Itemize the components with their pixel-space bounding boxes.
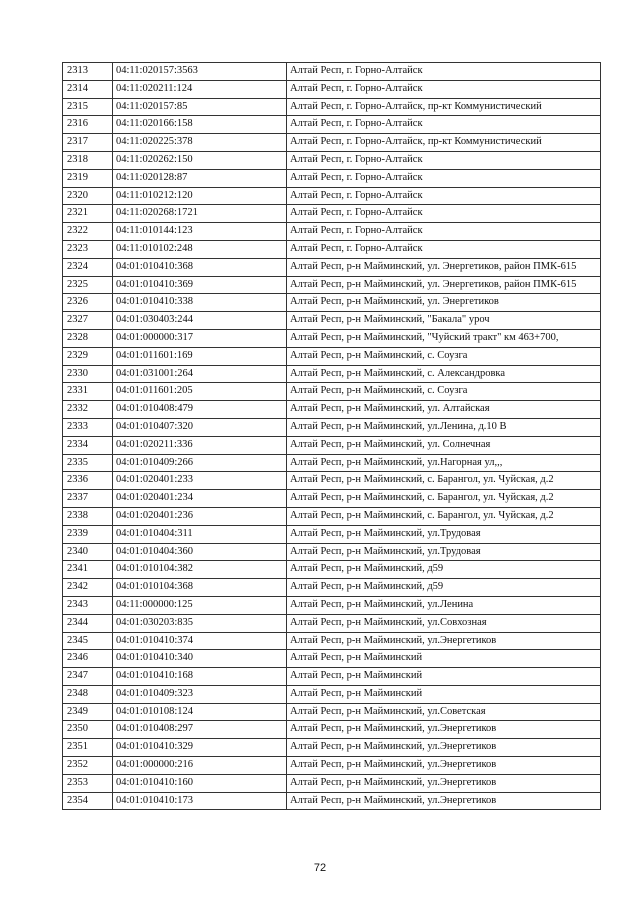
row-number-cell: 2323 — [63, 240, 113, 258]
table-row — [63, 240, 601, 258]
address-cell: Алтай Респ, р-н Майминский — [287, 685, 601, 703]
address-cell: Алтай Респ, р-н Майминский, с. Барангол, ул. Чуйская, д.2 — [287, 472, 601, 490]
table-row — [63, 472, 601, 490]
row-number-cell: 2317 — [63, 134, 113, 152]
address-cell: Алтай Респ, р-н Майминский, с. Барангол, ул. Чуйская, д.2 — [287, 507, 601, 525]
cadastral-number-cell: 04:01:030403:244 — [113, 312, 287, 330]
address-cell: Алтай Респ, р-н Майминский, ул.Ленина — [287, 596, 601, 614]
cadastral-number-cell: 04:01:020401:233 — [113, 472, 287, 490]
address-cell: Алтай Респ, р-н Майминский, ул.Энергетиков — [287, 792, 601, 810]
address-cell: Алтай Респ, р-н Майминский, ул.Советская — [287, 703, 601, 721]
cadastral-number-cell: 04:01:010410:374 — [113, 632, 287, 650]
address-cell: Алтай Респ, г. Горно-Алтайск — [287, 151, 601, 169]
table-row — [63, 169, 601, 187]
cadastral-number-cell: 04:01:030203:835 — [113, 614, 287, 632]
cadastral-number-cell: 04:01:010108:124 — [113, 703, 287, 721]
cadastral-number-cell: 04:11:000000:125 — [113, 596, 287, 614]
cadastral-number-cell: 04:11:010212:120 — [113, 187, 287, 205]
cadastral-number-cell: 04:01:010410:173 — [113, 792, 287, 810]
address-cell: Алтай Респ, р-н Майминский, ул.Энергетиков — [287, 721, 601, 739]
address-cell: Алтай Респ, р-н Майминский, ул.Нагорная ул,,, — [287, 454, 601, 472]
cadastral-number-cell: 04:01:010104:382 — [113, 561, 287, 579]
row-number-cell: 2346 — [63, 650, 113, 668]
address-cell: Алтай Респ, р-н Майминский, ул.Ленина, д.10 В — [287, 418, 601, 436]
cadastral-number-cell: 04:01:010410:160 — [113, 774, 287, 792]
row-number-cell: 2322 — [63, 223, 113, 241]
table-row — [63, 205, 601, 223]
page-number: 72 — [313, 862, 327, 874]
cadastral-number-cell: 04:11:020157:85 — [113, 98, 287, 116]
cadastral-number-cell: 04:01:010410:368 — [113, 258, 287, 276]
row-number-cell: 2315 — [63, 98, 113, 116]
table-row — [63, 454, 601, 472]
row-number-cell: 2344 — [63, 614, 113, 632]
cadastral-number-cell: 04:01:010409:266 — [113, 454, 287, 472]
address-cell: Алтай Респ, р-н Майминский, ул. Энергетиков, район ПМК-615 — [287, 258, 601, 276]
row-number-cell: 2336 — [63, 472, 113, 490]
address-cell: Алтай Респ, г. Горно-Алтайск — [287, 187, 601, 205]
table-row — [63, 418, 601, 436]
table-row — [63, 80, 601, 98]
row-number-cell: 2318 — [63, 151, 113, 169]
cadastral-number-cell: 04:11:020225:378 — [113, 134, 287, 152]
row-number-cell: 2342 — [63, 579, 113, 597]
table-row — [63, 543, 601, 561]
cadastral-number-cell: 04:01:010410:340 — [113, 650, 287, 668]
cadastral-number-cell: 04:01:010407:320 — [113, 418, 287, 436]
row-number-cell: 2347 — [63, 668, 113, 686]
cadastral-number-cell: 04:11:010102:248 — [113, 240, 287, 258]
cadastral-number-cell: 04:11:020268:1721 — [113, 205, 287, 223]
row-number-cell: 2340 — [63, 543, 113, 561]
table-row — [63, 312, 601, 330]
address-cell: Алтай Респ, р-н Майминский, д59 — [287, 561, 601, 579]
table-row — [63, 596, 601, 614]
address-cell: Алтай Респ, р-н Майминский, с. Соузга — [287, 347, 601, 365]
address-cell: Алтай Респ, р-н Майминский, ул.Трудовая — [287, 543, 601, 561]
address-cell: Алтай Респ, р-н Майминский, д59 — [287, 579, 601, 597]
row-number-cell: 2341 — [63, 561, 113, 579]
table-row — [63, 721, 601, 739]
table-row — [63, 401, 601, 419]
cadastral-number-cell: 04:11:020157:3563 — [113, 63, 287, 81]
address-cell: Алтай Респ, р-н Майминский, ул.Энергетиков — [287, 632, 601, 650]
cadastral-number-cell: 04:01:020401:236 — [113, 507, 287, 525]
row-number-cell: 2325 — [63, 276, 113, 294]
property-registry-table — [62, 62, 601, 810]
cadastral-number-cell: 04:01:010410:338 — [113, 294, 287, 312]
table-row — [63, 116, 601, 134]
address-cell: Алтай Респ, р-н Майминский, ул. Энергетиков, район ПМК-615 — [287, 276, 601, 294]
row-number-cell: 2352 — [63, 757, 113, 775]
table-row — [63, 703, 601, 721]
cadastral-number-cell: 04:01:010409:323 — [113, 685, 287, 703]
cadastral-number-cell: 04:11:020128:87 — [113, 169, 287, 187]
cadastral-number-cell: 04:01:010404:311 — [113, 525, 287, 543]
address-cell: Алтай Респ, г. Горно-Алтайск — [287, 80, 601, 98]
cadastral-number-cell: 04:01:000000:216 — [113, 757, 287, 775]
cadastral-number-cell: 04:01:010410:329 — [113, 739, 287, 757]
cadastral-number-cell: 04:01:010104:368 — [113, 579, 287, 597]
table-row — [63, 792, 601, 810]
row-number-cell: 2333 — [63, 418, 113, 436]
cadastral-number-cell: 04:11:010144:123 — [113, 223, 287, 241]
cadastral-number-cell: 04:11:020166:158 — [113, 116, 287, 134]
table-row — [63, 561, 601, 579]
row-number-cell: 2328 — [63, 329, 113, 347]
row-number-cell: 2326 — [63, 294, 113, 312]
row-number-cell: 2321 — [63, 205, 113, 223]
row-number-cell: 2354 — [63, 792, 113, 810]
address-cell: Алтай Респ, р-н Майминский, с. Александровка — [287, 365, 601, 383]
address-cell: Алтай Респ, г. Горно-Алтайск — [287, 223, 601, 241]
table-row — [63, 632, 601, 650]
row-number-cell: 2334 — [63, 436, 113, 454]
cadastral-number-cell: 04:01:020401:234 — [113, 490, 287, 508]
cadastral-number-cell: 04:11:020262:150 — [113, 151, 287, 169]
table-row — [63, 187, 601, 205]
row-number-cell: 2351 — [63, 739, 113, 757]
table-row — [63, 63, 601, 81]
row-number-cell: 2353 — [63, 774, 113, 792]
row-number-cell: 2320 — [63, 187, 113, 205]
cadastral-number-cell: 04:01:010408:479 — [113, 401, 287, 419]
address-cell: Алтай Респ, г. Горно-Алтайск — [287, 205, 601, 223]
cadastral-number-cell: 04:01:011601:205 — [113, 383, 287, 401]
row-number-cell: 2349 — [63, 703, 113, 721]
row-number-cell: 2339 — [63, 525, 113, 543]
row-number-cell: 2327 — [63, 312, 113, 330]
row-number-cell: 2319 — [63, 169, 113, 187]
row-number-cell: 2338 — [63, 507, 113, 525]
table-row — [63, 98, 601, 116]
table-row — [63, 383, 601, 401]
address-cell: Алтай Респ, р-н Майминский, "Бакала" уроч — [287, 312, 601, 330]
address-cell: Алтай Респ, г. Горно-Алтайск — [287, 240, 601, 258]
address-cell: Алтай Респ, р-н Майминский, ул.Энергетиков — [287, 757, 601, 775]
address-cell: Алтай Респ, г. Горно-Алтайск, пр-кт Коммунистический — [287, 134, 601, 152]
table-row — [63, 757, 601, 775]
address-cell: Алтай Респ, р-н Майминский, ул.Трудовая — [287, 525, 601, 543]
table-row — [63, 365, 601, 383]
cadastral-number-cell: 04:01:011601:169 — [113, 347, 287, 365]
table-row — [63, 151, 601, 169]
cadastral-number-cell: 04:01:010408:297 — [113, 721, 287, 739]
address-cell: Алтай Респ, г. Горно-Алтайск, пр-кт Коммунистический — [287, 98, 601, 116]
row-number-cell: 2345 — [63, 632, 113, 650]
row-number-cell: 2337 — [63, 490, 113, 508]
row-number-cell: 2330 — [63, 365, 113, 383]
cadastral-number-cell: 04:01:031001:264 — [113, 365, 287, 383]
table-row — [63, 739, 601, 757]
table-row — [63, 329, 601, 347]
table-row — [63, 347, 601, 365]
table-row — [63, 134, 601, 152]
address-cell: Алтай Респ, р-н Майминский — [287, 650, 601, 668]
row-number-cell: 2343 — [63, 596, 113, 614]
row-number-cell: 2331 — [63, 383, 113, 401]
table-row — [63, 276, 601, 294]
cadastral-number-cell: 04:01:020211:336 — [113, 436, 287, 454]
address-cell: Алтай Респ, р-н Майминский, с. Барангол, ул. Чуйская, д.2 — [287, 490, 601, 508]
address-cell: Алтай Респ, р-н Майминский, ул. Солнечная — [287, 436, 601, 454]
table-row — [63, 258, 601, 276]
address-cell: Алтай Респ, р-н Майминский, ул.Энергетиков — [287, 739, 601, 757]
table-row — [63, 436, 601, 454]
row-number-cell: 2313 — [63, 63, 113, 81]
table-row — [63, 223, 601, 241]
address-cell: Алтай Респ, г. Горно-Алтайск — [287, 116, 601, 134]
address-cell: Алтай Респ, р-н Майминский, ул.Энергетиков — [287, 774, 601, 792]
address-cell: Алтай Респ, р-н Майминский, "Чуйский тракт" км 463+700, — [287, 329, 601, 347]
row-number-cell: 2348 — [63, 685, 113, 703]
cadastral-number-cell: 04:11:020211:124 — [113, 80, 287, 98]
address-cell: Алтай Респ, г. Горно-Алтайск — [287, 63, 601, 81]
table-row — [63, 579, 601, 597]
cadastral-number-cell: 04:01:010410:369 — [113, 276, 287, 294]
registry-table-body — [63, 63, 601, 810]
table-row — [63, 490, 601, 508]
address-cell: Алтай Респ, р-н Майминский — [287, 668, 601, 686]
table-row — [63, 685, 601, 703]
address-cell: Алтай Респ, р-н Майминский, ул. Энергетиков — [287, 294, 601, 312]
address-cell: Алтай Респ, р-н Майминский, с. Соузга — [287, 383, 601, 401]
row-number-cell: 2335 — [63, 454, 113, 472]
row-number-cell: 2316 — [63, 116, 113, 134]
cadastral-number-cell: 04:01:000000:317 — [113, 329, 287, 347]
cadastral-number-cell: 04:01:010404:360 — [113, 543, 287, 561]
table-row — [63, 507, 601, 525]
address-cell: Алтай Респ, р-н Майминский, ул.Совхозная — [287, 614, 601, 632]
table-row — [63, 525, 601, 543]
cadastral-number-cell: 04:01:010410:168 — [113, 668, 287, 686]
table-row — [63, 774, 601, 792]
table-row — [63, 650, 601, 668]
row-number-cell: 2332 — [63, 401, 113, 419]
row-number-cell: 2350 — [63, 721, 113, 739]
address-cell: Алтай Респ, р-н Майминский, ул. Алтайская — [287, 401, 601, 419]
address-cell: Алтай Респ, г. Горно-Алтайск — [287, 169, 601, 187]
row-number-cell: 2324 — [63, 258, 113, 276]
row-number-cell: 2329 — [63, 347, 113, 365]
row-number-cell: 2314 — [63, 80, 113, 98]
table-row — [63, 294, 601, 312]
table-row — [63, 668, 601, 686]
table-row — [63, 614, 601, 632]
